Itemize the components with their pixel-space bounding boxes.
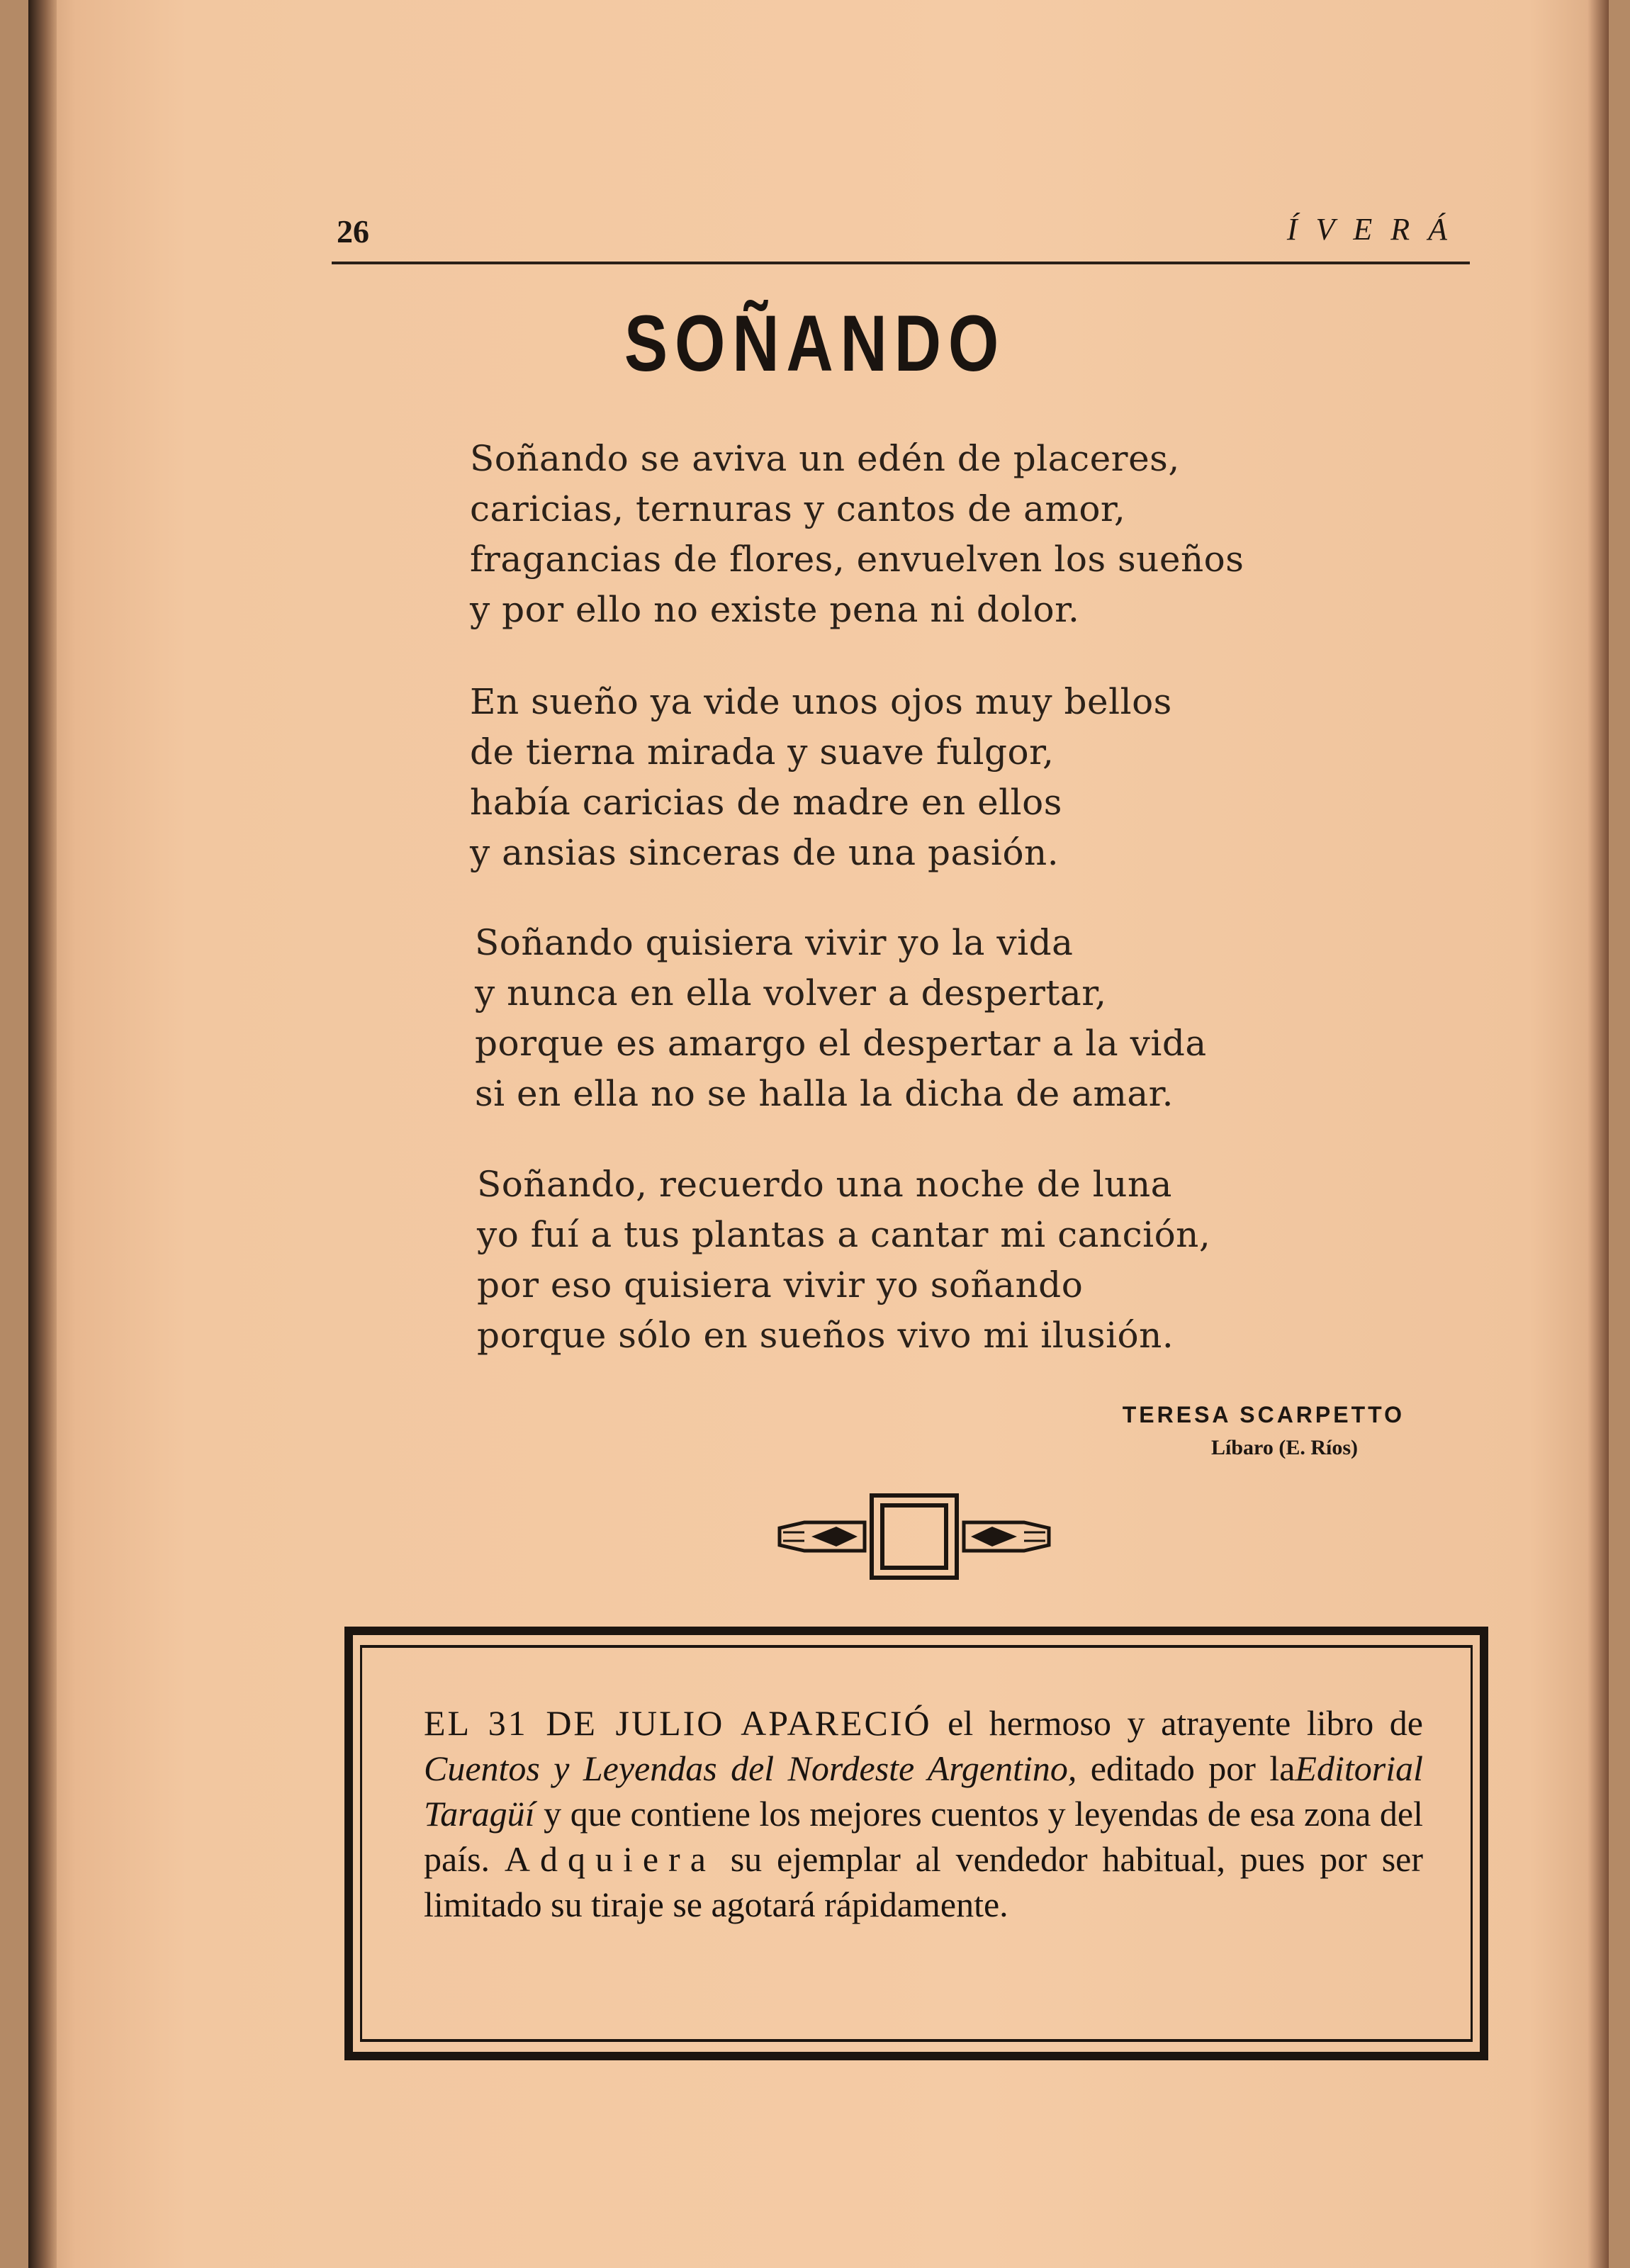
page-number: 26 xyxy=(337,213,369,249)
ad-text: su ejemplar al vendedor habitual, pues por ser limitado su tiraje se agotará rápidamente. xyxy=(424,1839,1424,1924)
verse-line: Soñando, recuerdo una noche de luna xyxy=(477,1164,1172,1205)
verse-line: En sueño ya vide unos ojos muy bellos xyxy=(470,681,1172,722)
ad-text: el hermoso y atrayente libro de xyxy=(931,1703,1423,1743)
verse-line: Soñando se aviva un edén de placeres, xyxy=(470,438,1180,479)
advertisement-box xyxy=(344,1627,1488,2060)
stanza-3 xyxy=(475,918,1207,1119)
verse-line: fragancias de flores, envuelven los sueños xyxy=(470,539,1244,580)
stanza-1 xyxy=(470,434,1244,635)
ad-lead: EL 31 DE JULIO APARECIÓ xyxy=(424,1703,932,1743)
header-rule xyxy=(332,262,1470,264)
verse-line: caricias, ternuras y cantos de amor, xyxy=(470,488,1126,529)
verse-line: y por ello no existe pena ni dolor. xyxy=(470,589,1080,630)
verse-line: yo fuí a tus plantas a cantar mi canción, xyxy=(477,1214,1211,1255)
verse-line: porque es amargo el despertar a la vida xyxy=(475,1023,1207,1064)
verse-line: y nunca en ella volver a despertar, xyxy=(475,972,1107,1014)
publisher-name: Editorial Taragüí xyxy=(424,1748,1423,1834)
verse-line: porque sólo en sueños vivo mi ilusión. xyxy=(477,1315,1174,1356)
binding-edge xyxy=(28,0,57,2268)
poem-author: TERESA SCARPETTO xyxy=(1122,1402,1405,1427)
ad-emphasis: Adquiera xyxy=(504,1839,716,1879)
poem-title: SOÑANDO xyxy=(624,299,1006,388)
advertisement-text xyxy=(424,1700,1423,1927)
ad-text: y que contiene los mejores cuentos y leyendas de esa zona del país. xyxy=(424,1794,1423,1879)
verse-line: si en ella no se halla la dicha de amar. xyxy=(475,1073,1174,1114)
page-edge xyxy=(1587,0,1609,2268)
ornament-icon xyxy=(776,1493,1052,1581)
ad-text: editado por la xyxy=(1077,1748,1295,1788)
verse-line: había caricias de madre en ellos xyxy=(470,782,1062,823)
verse-line: de tierna mirada y suave fulgor, xyxy=(470,731,1055,773)
author-place: Líbaro (E. Ríos) xyxy=(1211,1436,1358,1459)
stanza-4 xyxy=(477,1160,1210,1361)
stanza-2 xyxy=(470,677,1172,878)
running-title: ÍVERÁ xyxy=(1286,212,1466,247)
book-title: Cuentos y Leyendas del Nordeste Argentino, xyxy=(424,1748,1077,1788)
verse-line: y ansias sinceras de una pasión. xyxy=(470,832,1060,873)
verse-line: Soñando quisiera vivir yo la vida xyxy=(475,922,1074,963)
verse-line: por eso quisiera vivir yo soñando xyxy=(477,1264,1084,1306)
